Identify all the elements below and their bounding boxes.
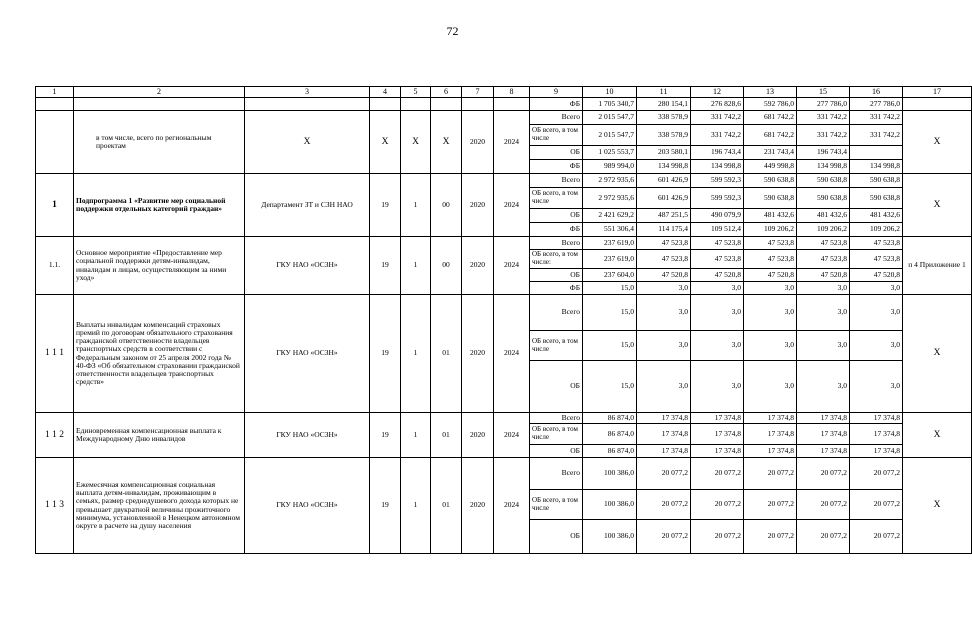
value-cell: 47 520,8 xyxy=(691,269,744,282)
header-cell: 10 xyxy=(583,87,637,98)
row-executor: ГКУ НАО «ОСЗН» xyxy=(245,458,370,554)
value-cell: 276 828,6 xyxy=(691,98,744,111)
value-cell: 331 742,2 xyxy=(797,125,850,146)
note-cell: Х xyxy=(903,413,972,458)
row-label: ОБ всего, в том числе xyxy=(530,424,583,445)
code-cell: 00 xyxy=(431,237,462,295)
row-executor: ГКУ НАО «ОСЗН» xyxy=(245,237,370,295)
note-cell: Х xyxy=(903,111,972,174)
header-cell: 8 xyxy=(494,87,530,98)
value-cell: 17 374,8 xyxy=(850,413,903,424)
year-end: 2024 xyxy=(494,174,530,237)
code-cell: 00 xyxy=(431,174,462,237)
year-start: 2020 xyxy=(462,174,494,237)
code-cell: Х xyxy=(401,111,431,174)
code-cell: 19 xyxy=(370,458,401,554)
value-cell: 487 251,5 xyxy=(637,209,691,223)
value-cell: 989 994,0 xyxy=(583,160,637,174)
row-executor: ГКУ НАО «ОСЗН» xyxy=(245,413,370,458)
row-executor: Департамент ЗТ и СЗН НАО xyxy=(245,174,370,237)
value-cell: 3,0 xyxy=(637,331,691,361)
value-cell: 3,0 xyxy=(691,361,744,413)
value-cell: 20 077,2 xyxy=(797,520,850,554)
value-cell: 114 175,4 xyxy=(637,223,691,237)
code-cell: 1 xyxy=(401,237,431,295)
value-cell: 3,0 xyxy=(691,331,744,361)
value-cell: 17 374,8 xyxy=(744,413,797,424)
table-row xyxy=(36,174,972,188)
value-cell: 17 374,8 xyxy=(797,445,850,458)
value-cell: 17 374,8 xyxy=(637,413,691,424)
row-name: Выплаты инвалидам компенсаций страховых премий по договорам обязательного страхования гражданской ответственности владельцев транспортных средств в соответствии с Федеральным законом от 25 апреля 2002 года № 40-ФЗ «Об обязательном страховании гражданской ответственности владельцев транспортных средств» xyxy=(74,295,245,413)
value-cell: 237 619,0 xyxy=(583,250,637,269)
value-cell: 20 077,2 xyxy=(744,458,797,490)
value-cell: 47 523,8 xyxy=(797,250,850,269)
row-name: в том числе, всего по региональным проектам xyxy=(74,111,245,174)
value-cell: 196 743,4 xyxy=(691,146,744,160)
row-number: 1 xyxy=(36,174,74,237)
row-label: Всего xyxy=(530,174,583,188)
row-name: Единовременная компенсационная выплата к Международному Дню инвалидов xyxy=(74,413,245,458)
row-label: ФБ xyxy=(530,160,583,174)
row-name: Ежемесячная компенсационная социальная выплата детям-инвалидам, проживающим в семьях, размер среднедушевого дохода которых не превышает двукратной величины прожиточного минимума, установленной в Ненецком автономном округе в расчете на душу населения xyxy=(74,458,245,554)
value-cell: 109 206,2 xyxy=(797,223,850,237)
value-cell: 86 874,0 xyxy=(583,413,637,424)
value-cell: 47 523,8 xyxy=(691,250,744,269)
table-row xyxy=(36,295,972,331)
value-cell: 590 638,8 xyxy=(850,174,903,188)
row-label: ФБ xyxy=(530,223,583,237)
header-cell: 4 xyxy=(370,87,401,98)
code-cell: 19 xyxy=(370,413,401,458)
row-label: Всего xyxy=(530,413,583,424)
value-cell: 86 874,0 xyxy=(583,445,637,458)
year-end: 2024 xyxy=(494,413,530,458)
value-cell: 2 015 547,7 xyxy=(583,125,637,146)
code-cell: 01 xyxy=(431,295,462,413)
year-start: 2020 xyxy=(462,295,494,413)
value-cell: 481 432,6 xyxy=(850,209,903,223)
value-cell: 481 432,6 xyxy=(744,209,797,223)
value-cell: 86 874,0 xyxy=(583,424,637,445)
value-cell: 47 520,8 xyxy=(850,269,903,282)
table-row xyxy=(36,111,972,125)
header-cell: 1 xyxy=(36,87,74,98)
row-label: Всего xyxy=(530,111,583,125)
year-end: 2024 xyxy=(494,237,530,295)
value-cell: 481 432,6 xyxy=(797,209,850,223)
value-cell: 331 742,2 xyxy=(691,125,744,146)
code-cell: Х xyxy=(370,111,401,174)
row-name: Основное мероприятие «Предоставление мер социальной поддержки детям-инвалидам, инвалидам и лицам, осуществляющим за ними уход» xyxy=(74,237,245,295)
value-cell: 3,0 xyxy=(744,361,797,413)
value-cell: 601 426,9 xyxy=(637,188,691,209)
value-cell: 681 742,2 xyxy=(744,111,797,125)
row-label: Всего xyxy=(530,458,583,490)
table-row xyxy=(36,98,972,111)
value-cell: 3,0 xyxy=(744,295,797,331)
value-cell: 134 998,8 xyxy=(691,160,744,174)
value-cell: 47 523,8 xyxy=(691,237,744,250)
value-cell: 20 077,2 xyxy=(691,458,744,490)
value-cell: 47 520,8 xyxy=(744,269,797,282)
table-row xyxy=(36,458,972,490)
value-cell: 490 079,9 xyxy=(691,209,744,223)
row-label: ОБ xyxy=(530,269,583,282)
value-cell: 20 077,2 xyxy=(744,520,797,554)
value-cell: 280 154,1 xyxy=(637,98,691,111)
row-label: ОБ всего, в том числе xyxy=(530,188,583,209)
value-cell: 331 742,2 xyxy=(850,125,903,146)
row-label: ОБ xyxy=(530,445,583,458)
note-cell: п 4 Приложение 1 xyxy=(903,237,972,295)
row-label: ОБ xyxy=(530,209,583,223)
year-end: 2024 xyxy=(494,295,530,413)
header-cell: 17 xyxy=(903,87,972,98)
value-cell: 590 638,8 xyxy=(744,188,797,209)
value-cell xyxy=(850,146,903,160)
value-cell: 20 077,2 xyxy=(637,520,691,554)
value-cell: 20 077,2 xyxy=(691,490,744,520)
header-cell: 13 xyxy=(744,87,797,98)
header-cell: 15 xyxy=(797,87,850,98)
value-cell: 3,0 xyxy=(797,282,850,295)
code-cell: 1 xyxy=(401,295,431,413)
value-cell: 17 374,8 xyxy=(744,424,797,445)
value-cell: 3,0 xyxy=(850,282,903,295)
value-cell: 20 077,2 xyxy=(691,520,744,554)
code-cell: 19 xyxy=(370,237,401,295)
value-cell: 3,0 xyxy=(850,331,903,361)
value-cell: 231 743,4 xyxy=(744,146,797,160)
value-cell: 338 578,9 xyxy=(637,125,691,146)
value-cell: 3,0 xyxy=(797,361,850,413)
year-start: 2020 xyxy=(462,111,494,174)
row-name: Подпрограмма 1 «Развитие мер социальной поддержки отдельных категорий граждан» xyxy=(74,174,245,237)
header-cell: 2 xyxy=(74,87,245,98)
value-cell: 109 206,2 xyxy=(744,223,797,237)
row-number: 1.1. xyxy=(36,237,74,295)
table-row xyxy=(36,413,972,424)
value-cell: 592 786,0 xyxy=(744,98,797,111)
row-number: 1 1 2 xyxy=(36,413,74,458)
value-cell: 2 972 935,6 xyxy=(583,174,637,188)
code-cell: 01 xyxy=(431,413,462,458)
row-label: ФБ xyxy=(530,98,583,111)
value-cell: 15,0 xyxy=(583,295,637,331)
year-start: 2020 xyxy=(462,458,494,554)
value-cell: 681 742,2 xyxy=(744,125,797,146)
budget-table xyxy=(35,86,972,554)
header-cell: 5 xyxy=(401,87,431,98)
row-label: ОБ xyxy=(530,361,583,413)
value-cell: 3,0 xyxy=(744,331,797,361)
value-cell: 590 638,8 xyxy=(850,188,903,209)
year-end: 2024 xyxy=(494,458,530,554)
value-cell: 17 374,8 xyxy=(637,445,691,458)
row-label: Всего xyxy=(530,295,583,331)
value-cell: 331 742,2 xyxy=(797,111,850,125)
value-cell: 17 374,8 xyxy=(797,413,850,424)
value-cell: 196 743,4 xyxy=(797,146,850,160)
row-number: 1 1 1 xyxy=(36,295,74,413)
value-cell: 2 015 547,7 xyxy=(583,111,637,125)
value-cell: 203 580,1 xyxy=(637,146,691,160)
row-label: Всего xyxy=(530,237,583,250)
code-cell: 1 xyxy=(401,458,431,554)
value-cell: 599 592,3 xyxy=(691,174,744,188)
code-cell: 1 xyxy=(401,413,431,458)
value-cell: 100 386,0 xyxy=(583,520,637,554)
value-cell: 3,0 xyxy=(850,295,903,331)
header-row xyxy=(36,87,972,98)
value-cell: 3,0 xyxy=(637,295,691,331)
row-label: ОБ всего, в том числе: xyxy=(530,250,583,269)
value-cell: 47 523,8 xyxy=(797,237,850,250)
value-cell: 109 206,2 xyxy=(850,223,903,237)
header-cell: 16 xyxy=(850,87,903,98)
value-cell: 17 374,8 xyxy=(797,424,850,445)
code-cell: 19 xyxy=(370,174,401,237)
value-cell: 3,0 xyxy=(744,282,797,295)
row-label: ОБ всего, в том числе xyxy=(530,125,583,146)
header-cell: 3 xyxy=(245,87,370,98)
code-cell: 01 xyxy=(431,458,462,554)
value-cell: 237 619,0 xyxy=(583,237,637,250)
value-cell: 20 077,2 xyxy=(850,520,903,554)
value-cell: 590 638,8 xyxy=(797,188,850,209)
row-executor: Х xyxy=(245,111,370,174)
value-cell: 551 306,4 xyxy=(583,223,637,237)
value-cell: 1 705 340,7 xyxy=(583,98,637,111)
year-end: 2024 xyxy=(494,111,530,174)
value-cell: 599 592,3 xyxy=(691,188,744,209)
row-label: ОБ всего, в том числе xyxy=(530,490,583,520)
header-cell: 11 xyxy=(637,87,691,98)
value-cell: 590 638,8 xyxy=(744,174,797,188)
code-cell: 1 xyxy=(401,174,431,237)
value-cell: 331 742,2 xyxy=(850,111,903,125)
value-cell: 100 386,0 xyxy=(583,458,637,490)
note-cell: Х xyxy=(903,295,972,413)
row-label: ФБ xyxy=(530,282,583,295)
value-cell: 15,0 xyxy=(583,361,637,413)
value-cell: 20 077,2 xyxy=(850,458,903,490)
code-cell: 19 xyxy=(370,295,401,413)
value-cell: 277 786,0 xyxy=(797,98,850,111)
value-cell: 3,0 xyxy=(850,361,903,413)
value-cell: 601 426,9 xyxy=(637,174,691,188)
value-cell: 17 374,8 xyxy=(691,445,744,458)
row-number: 1 1 3 xyxy=(36,458,74,554)
value-cell: 15,0 xyxy=(583,282,637,295)
note-cell: Х xyxy=(903,458,972,554)
value-cell: 590 638,8 xyxy=(797,174,850,188)
value-cell: 109 512,4 xyxy=(691,223,744,237)
value-cell: 17 374,8 xyxy=(691,424,744,445)
value-cell: 47 523,8 xyxy=(744,237,797,250)
year-start: 2020 xyxy=(462,413,494,458)
value-cell: 100 386,0 xyxy=(583,490,637,520)
value-cell: 17 374,8 xyxy=(850,424,903,445)
value-cell: 2 972 935,6 xyxy=(583,188,637,209)
code-cell: Х xyxy=(431,111,462,174)
value-cell: 338 578,9 xyxy=(637,111,691,125)
value-cell: 3,0 xyxy=(797,295,850,331)
value-cell: 3,0 xyxy=(637,361,691,413)
value-cell: 47 523,8 xyxy=(850,250,903,269)
value-cell: 3,0 xyxy=(637,282,691,295)
value-cell: 134 998,8 xyxy=(637,160,691,174)
page-number: 72 xyxy=(446,24,459,38)
header-cell: 7 xyxy=(462,87,494,98)
value-cell: 17 374,8 xyxy=(850,445,903,458)
value-cell: 20 077,2 xyxy=(850,490,903,520)
value-cell: 47 523,8 xyxy=(637,237,691,250)
row-label: ОБ всего, в том числе xyxy=(530,331,583,361)
value-cell: 47 523,8 xyxy=(637,250,691,269)
value-cell: 3,0 xyxy=(691,295,744,331)
value-cell: 20 077,2 xyxy=(637,490,691,520)
table-row xyxy=(36,237,972,250)
value-cell: 47 523,8 xyxy=(850,237,903,250)
note-cell: Х xyxy=(903,174,972,237)
value-cell: 15,0 xyxy=(583,331,637,361)
value-cell: 47 523,8 xyxy=(744,250,797,269)
value-cell: 47 520,8 xyxy=(797,269,850,282)
value-cell: 17 374,8 xyxy=(637,424,691,445)
value-cell: 237 604,0 xyxy=(583,269,637,282)
value-cell: 2 421 629,2 xyxy=(583,209,637,223)
value-cell: 1 025 553,7 xyxy=(583,146,637,160)
value-cell: 134 998,8 xyxy=(797,160,850,174)
value-cell: 20 077,2 xyxy=(797,490,850,520)
value-cell: 20 077,2 xyxy=(637,458,691,490)
header-cell: 6 xyxy=(431,87,462,98)
header-cell: 12 xyxy=(691,87,744,98)
row-label: ОБ xyxy=(530,520,583,554)
value-cell: 134 998,8 xyxy=(850,160,903,174)
value-cell: 277 786,0 xyxy=(850,98,903,111)
row-executor: ГКУ НАО «ОСЗН» xyxy=(245,295,370,413)
value-cell: 17 374,8 xyxy=(691,413,744,424)
value-cell: 3,0 xyxy=(691,282,744,295)
value-cell: 20 077,2 xyxy=(744,490,797,520)
value-cell: 3,0 xyxy=(797,331,850,361)
value-cell: 20 077,2 xyxy=(797,458,850,490)
year-start: 2020 xyxy=(462,237,494,295)
row-label: ОБ xyxy=(530,146,583,160)
header-cell: 9 xyxy=(530,87,583,98)
value-cell: 17 374,8 xyxy=(744,445,797,458)
value-cell: 47 520,8 xyxy=(637,269,691,282)
value-cell: 331 742,2 xyxy=(691,111,744,125)
value-cell: 449 998,8 xyxy=(744,160,797,174)
